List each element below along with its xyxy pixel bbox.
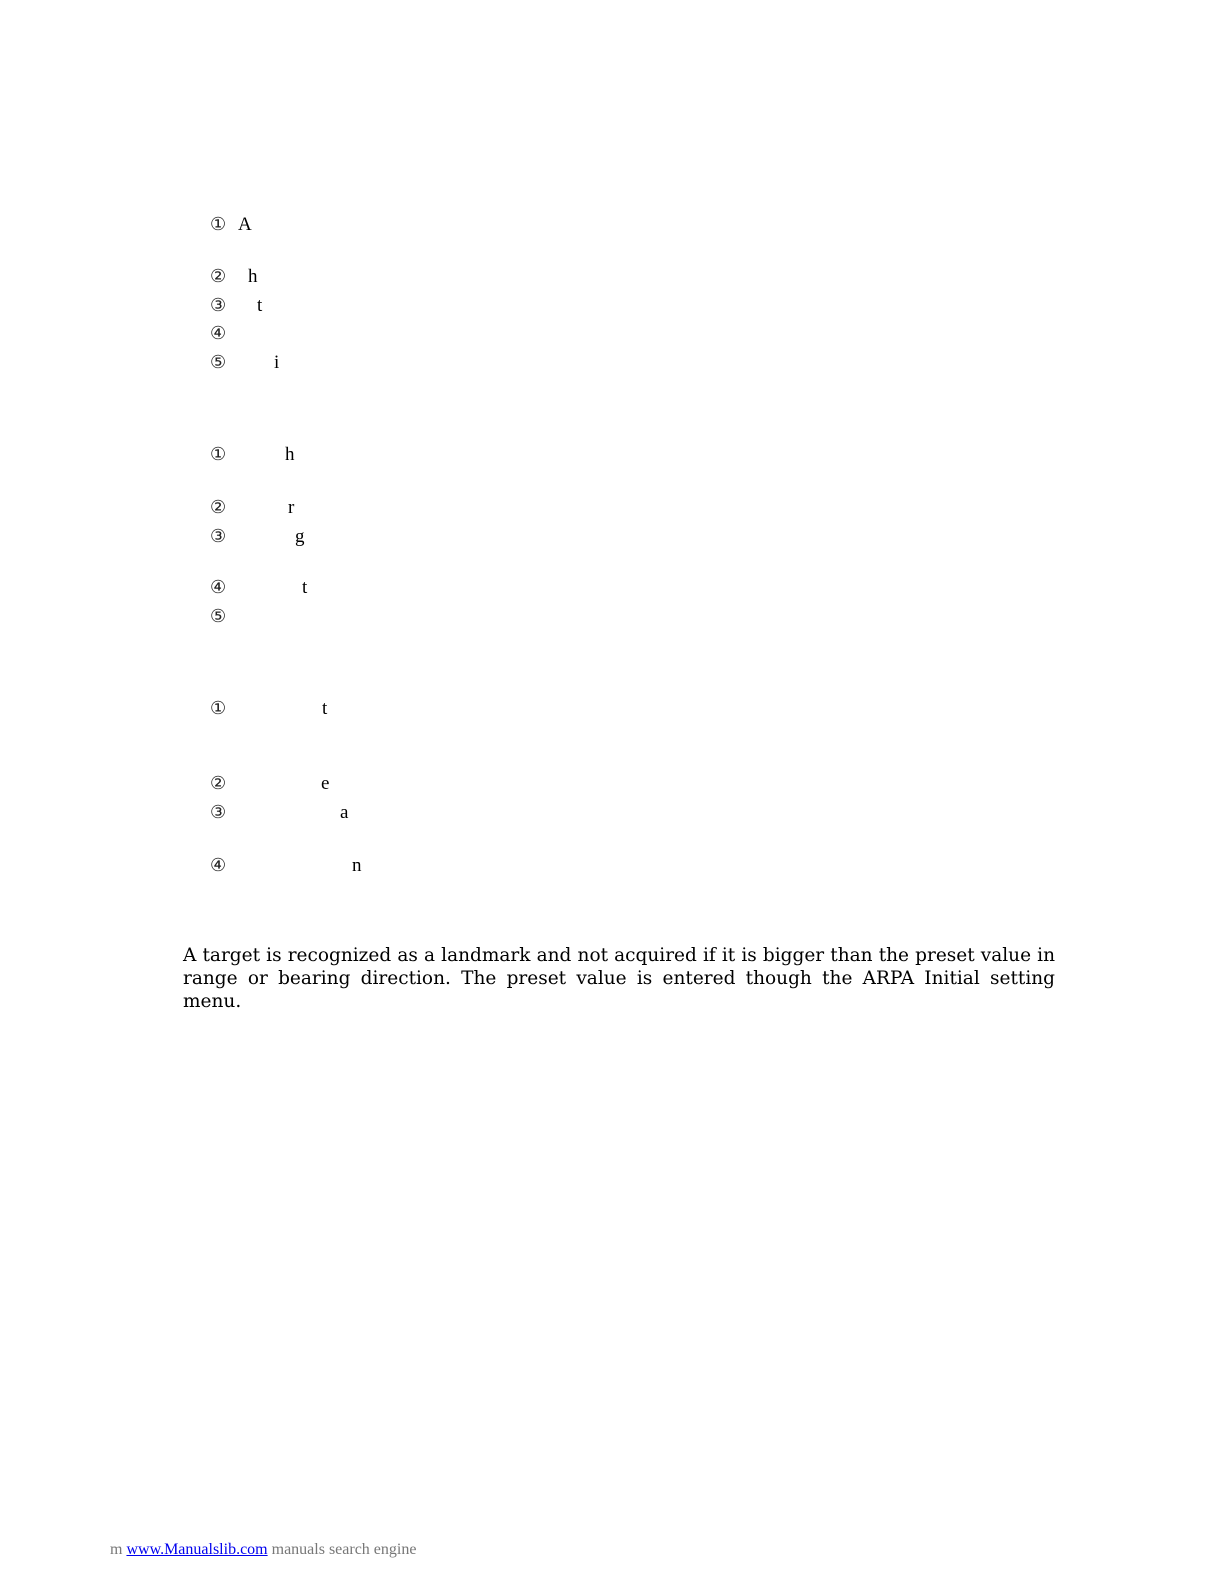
- item-number: ②: [210, 497, 227, 518]
- item-text: i: [274, 352, 280, 373]
- list-c-item-3: [210, 801, 348, 825]
- list-a-item-4: [210, 322, 232, 346]
- item-number: ①: [210, 698, 227, 719]
- item-number: ④: [210, 323, 227, 344]
- item-text: A: [238, 214, 252, 235]
- item-text: h: [248, 266, 258, 287]
- footer: [110, 1541, 416, 1559]
- footer-suffix: manuals search engine: [271, 1541, 417, 1558]
- item-text: a: [340, 802, 349, 823]
- list-c-item-1: [210, 697, 327, 721]
- item-text: r: [288, 497, 295, 518]
- manualslib-link[interactable]: www.Manualslib.com: [126, 1541, 268, 1558]
- list-a-item-5: [210, 351, 279, 375]
- list-b-item-5: [210, 605, 232, 629]
- item-text: t: [302, 577, 308, 598]
- item-number: ②: [210, 266, 227, 287]
- item-number: ④: [210, 577, 227, 598]
- item-text: e: [321, 773, 330, 794]
- list-a-item-1: [210, 213, 252, 237]
- item-number: ②: [210, 773, 227, 794]
- item-number: ⑤: [210, 352, 227, 373]
- item-number: ③: [210, 526, 227, 547]
- landmark-paragraph: A target is recognized as a landmark and not acquired if it is bigger than the preset value in range or bearing direction. The preset value is entered though the ARPA Initial setting menu.: [183, 945, 1055, 1012]
- item-number: ①: [210, 214, 227, 235]
- list-b-item-2: [210, 496, 294, 520]
- item-number: ③: [210, 802, 227, 823]
- list-a-item-3: [210, 294, 262, 318]
- item-number: ③: [210, 295, 227, 316]
- item-number: ④: [210, 855, 227, 876]
- item-text: g: [295, 526, 305, 547]
- list-a-item-2: [210, 265, 258, 289]
- item-number: ①: [210, 444, 227, 465]
- item-text: t: [322, 698, 328, 719]
- item-text: t: [257, 295, 263, 316]
- footer-prefix: m: [110, 1541, 123, 1558]
- list-b-item-4: [210, 576, 307, 600]
- list-b-item-3: [210, 525, 305, 549]
- list-c-item-2: [210, 772, 329, 796]
- item-text: h: [285, 444, 295, 465]
- item-number: ⑤: [210, 606, 227, 627]
- list-c-item-4: [210, 854, 362, 878]
- list-b-item-1: [210, 443, 295, 467]
- item-text: n: [352, 855, 362, 876]
